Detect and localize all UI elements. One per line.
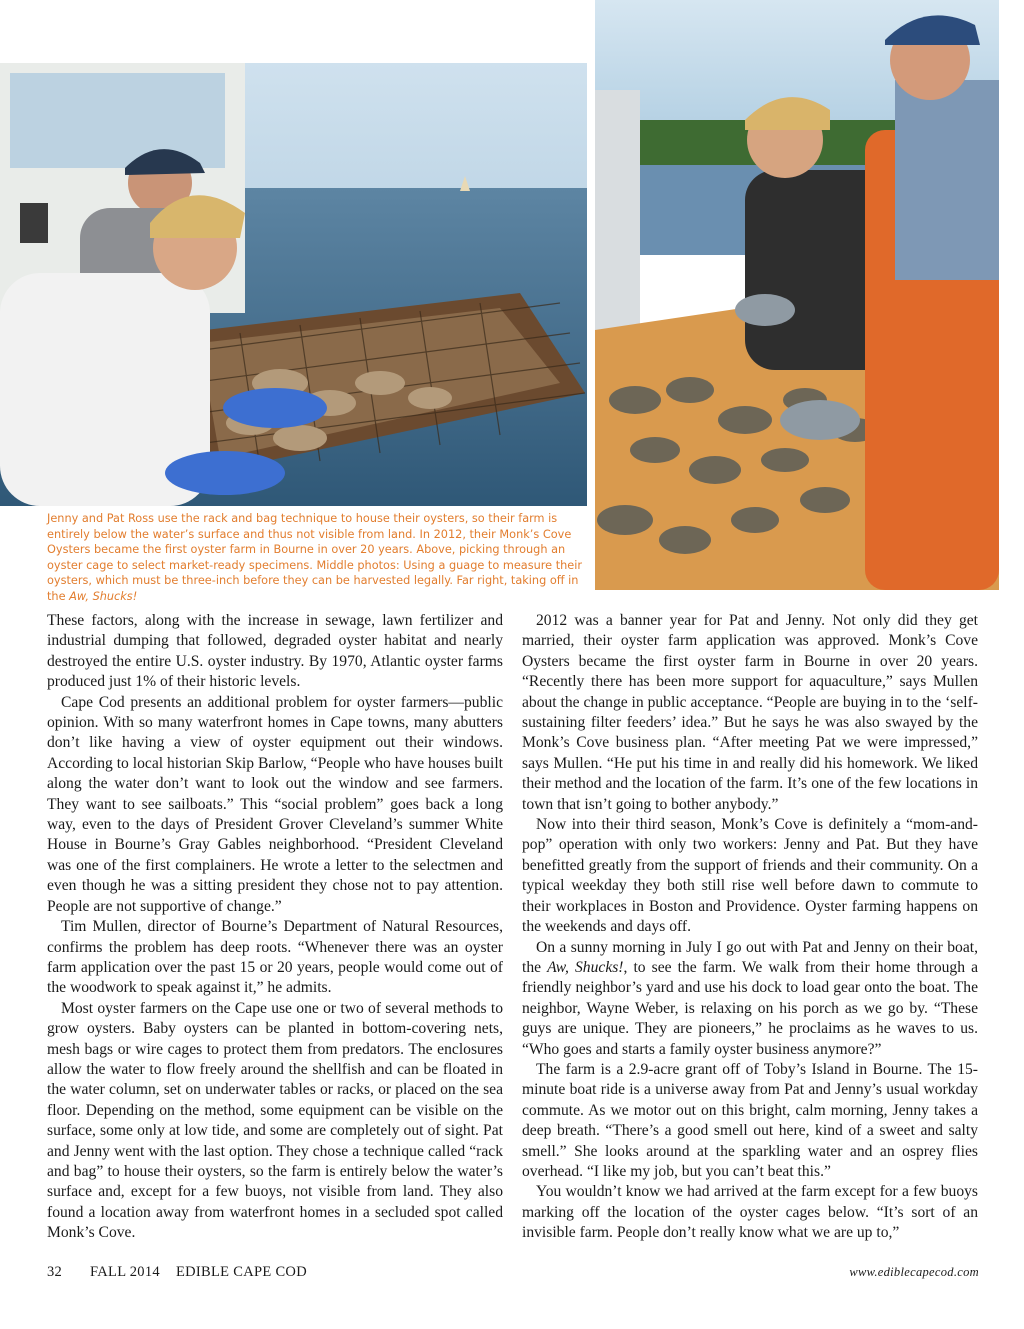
page-number: 32 [47,1264,63,1280]
paragraph: Most oyster farmers on the Cape use one or two of several methods to grow oysters. Baby oysters can be planted in bottom-covering nets, mesh bags or wire cages to protect them from predators. The enclosures allow the water to flow freely around the shellfish and can be floated in the water column, set on underwater tables or racks, or placed on the sea floor. Depending on the method, some equipment can be visible on the surface, some only at low tide, and some are completely out of sight. Pat and Jenny went with the last option. They chose a technique called “rack and bag” to house their oysters, so the farm is entirely below the water’s surface and, except for a few buoys, not visible from land. They also found a location away from waterfront homes in a secluded spot called Monk’s Cove. [47,999,503,1242]
issue-label: FALL 2014 [90,1264,160,1280]
paragraph: Tim Mullen, director of Bourne’s Department of Natural Resources, confirms the problem has deep roots. “Whenever there was an oyster farm application over the past 15 or 20 years, people would come out of the woodwork to speak against it,” he admits. [47,918,503,997]
paragraph: These factors, along with the increase in sewage, lawn fertilizer and industrial dumping that followed, degraded oyster habitat and nearly destroyed the entire U.S. oyster industry. By 1970, Atlantic oyster farms produced just 1% of their historic levels. [47,612,503,691]
paragraph-text: , to see the farm. We walk from their home through a friendly neighbor’s yard and use his dock to load gear onto the boat. The neighbor, Wayne Weber, is relaxing on his porch as we go by. “These guys are unique. They are pioneers,” he proclaims as he waves to us. “Who goes and starts a family oyster business anymore?” [522,958,978,1058]
paragraph: 2012 was a banner year for Pat and Jenny. Not only did they get married, their oyster farm application was approved. Monk’s Cove Oysters became the first oyster farm in Bourne in over 20 years. “Recently there has been more support for aquaculture,” says Mullen about the change in public acceptance. “People are buying in to the ‘self-sustaining filter feeders’ idea.” But he says he was also swayed by the Monk’s Cove business plan. “After meeting Pat we were impressed,” says Mullen. “He put his time in and really did his homework. We liked their method and the location of the farm. It’s one of the few locations in town that isn’t going to bother anybody.” [522,612,978,813]
paragraph: Cape Cod presents an additional problem for oyster farmers—public opinion. With so many waterfront homes in Cape towns, many abutters don’t like having a view of oyster equipment out their windows. According to local historian Skip Barlow, “People who have houses built along the water don’t want to look out the window and see farmers. They want to see sailboats.” This “social problem” goes back a long way, even to the days of President Grover Cleveland’s summer White House in Bourne’s Gray Gables neighborhood. “President Cleveland was one of the first complainers. He wrote a letter to the selectmen and even though he was a sitting president they chose not to pay attention. People are not supportive of change.” [47,693,503,915]
paragraph: The farm is a 2.9-acre grant off of Toby’s Island in Bourne. The 15-minute boat ride is a universe away from Pat and Jenny’s usual workday commute. As we motor out on this bright, calm morning, Jenny takes a deep breath. “There’s a good smell out here, kind of a sweet and salty smell.” She looks around at the sparkling water and an osprey flies overhead. “I like my job, but you can’t beat this.” [522,1060,978,1180]
article-column-left [47,611,503,1244]
article-column-right [522,611,978,1244]
paragraph: You wouldn’t know we had arrived at the farm except for a few buoys marking off the location of the oyster cages below. “It’s sort of an invisible farm. People don’t really know what we are up to,” [522,1183,978,1242]
page-footer [47,1264,979,1284]
photo-sorting-oysters [595,0,999,590]
magazine-name: EDIBLE CAPE COD [176,1264,307,1280]
boat-name: Aw, Shucks! [547,958,624,976]
paragraph [522,938,978,1060]
caption-text: Jenny and Pat Ross use the rack and bag technique to house their oysters, so their farm is entirely below the water’s surface and thus not visible from land. In 2012, their Monk’s Cove Oysters became the first oyster farm in Bourne in over 20 years. Above, picking through an oyster cage to select market-ready specimens. Middle photos: Using a guage to measure their oysters, which must be three-inch before they can be harvested legally. Far right, taking off in the [47,512,583,603]
photo-caption [47,511,587,605]
website-url: www.ediblecapecod.com [849,1265,979,1279]
photo-oyster-cage [0,63,587,506]
paragraph: Now into their third season, Monk’s Cove is definitely a “mom-and-pop” operation with only two workers: Jenny and Pat. But they have benefitted greatly from the support of friends and their community. On a typical weekday they both still rise well before dawn to commute to their workplaces in Boston and Providence. Oyster farming happens on the weekends and days off. [522,816,978,936]
caption-boat-name: Aw, Shucks! [69,589,138,603]
paragraph-text: On a sunny morning in July I go out with Pat and Jenny on their boat, the [522,938,978,976]
